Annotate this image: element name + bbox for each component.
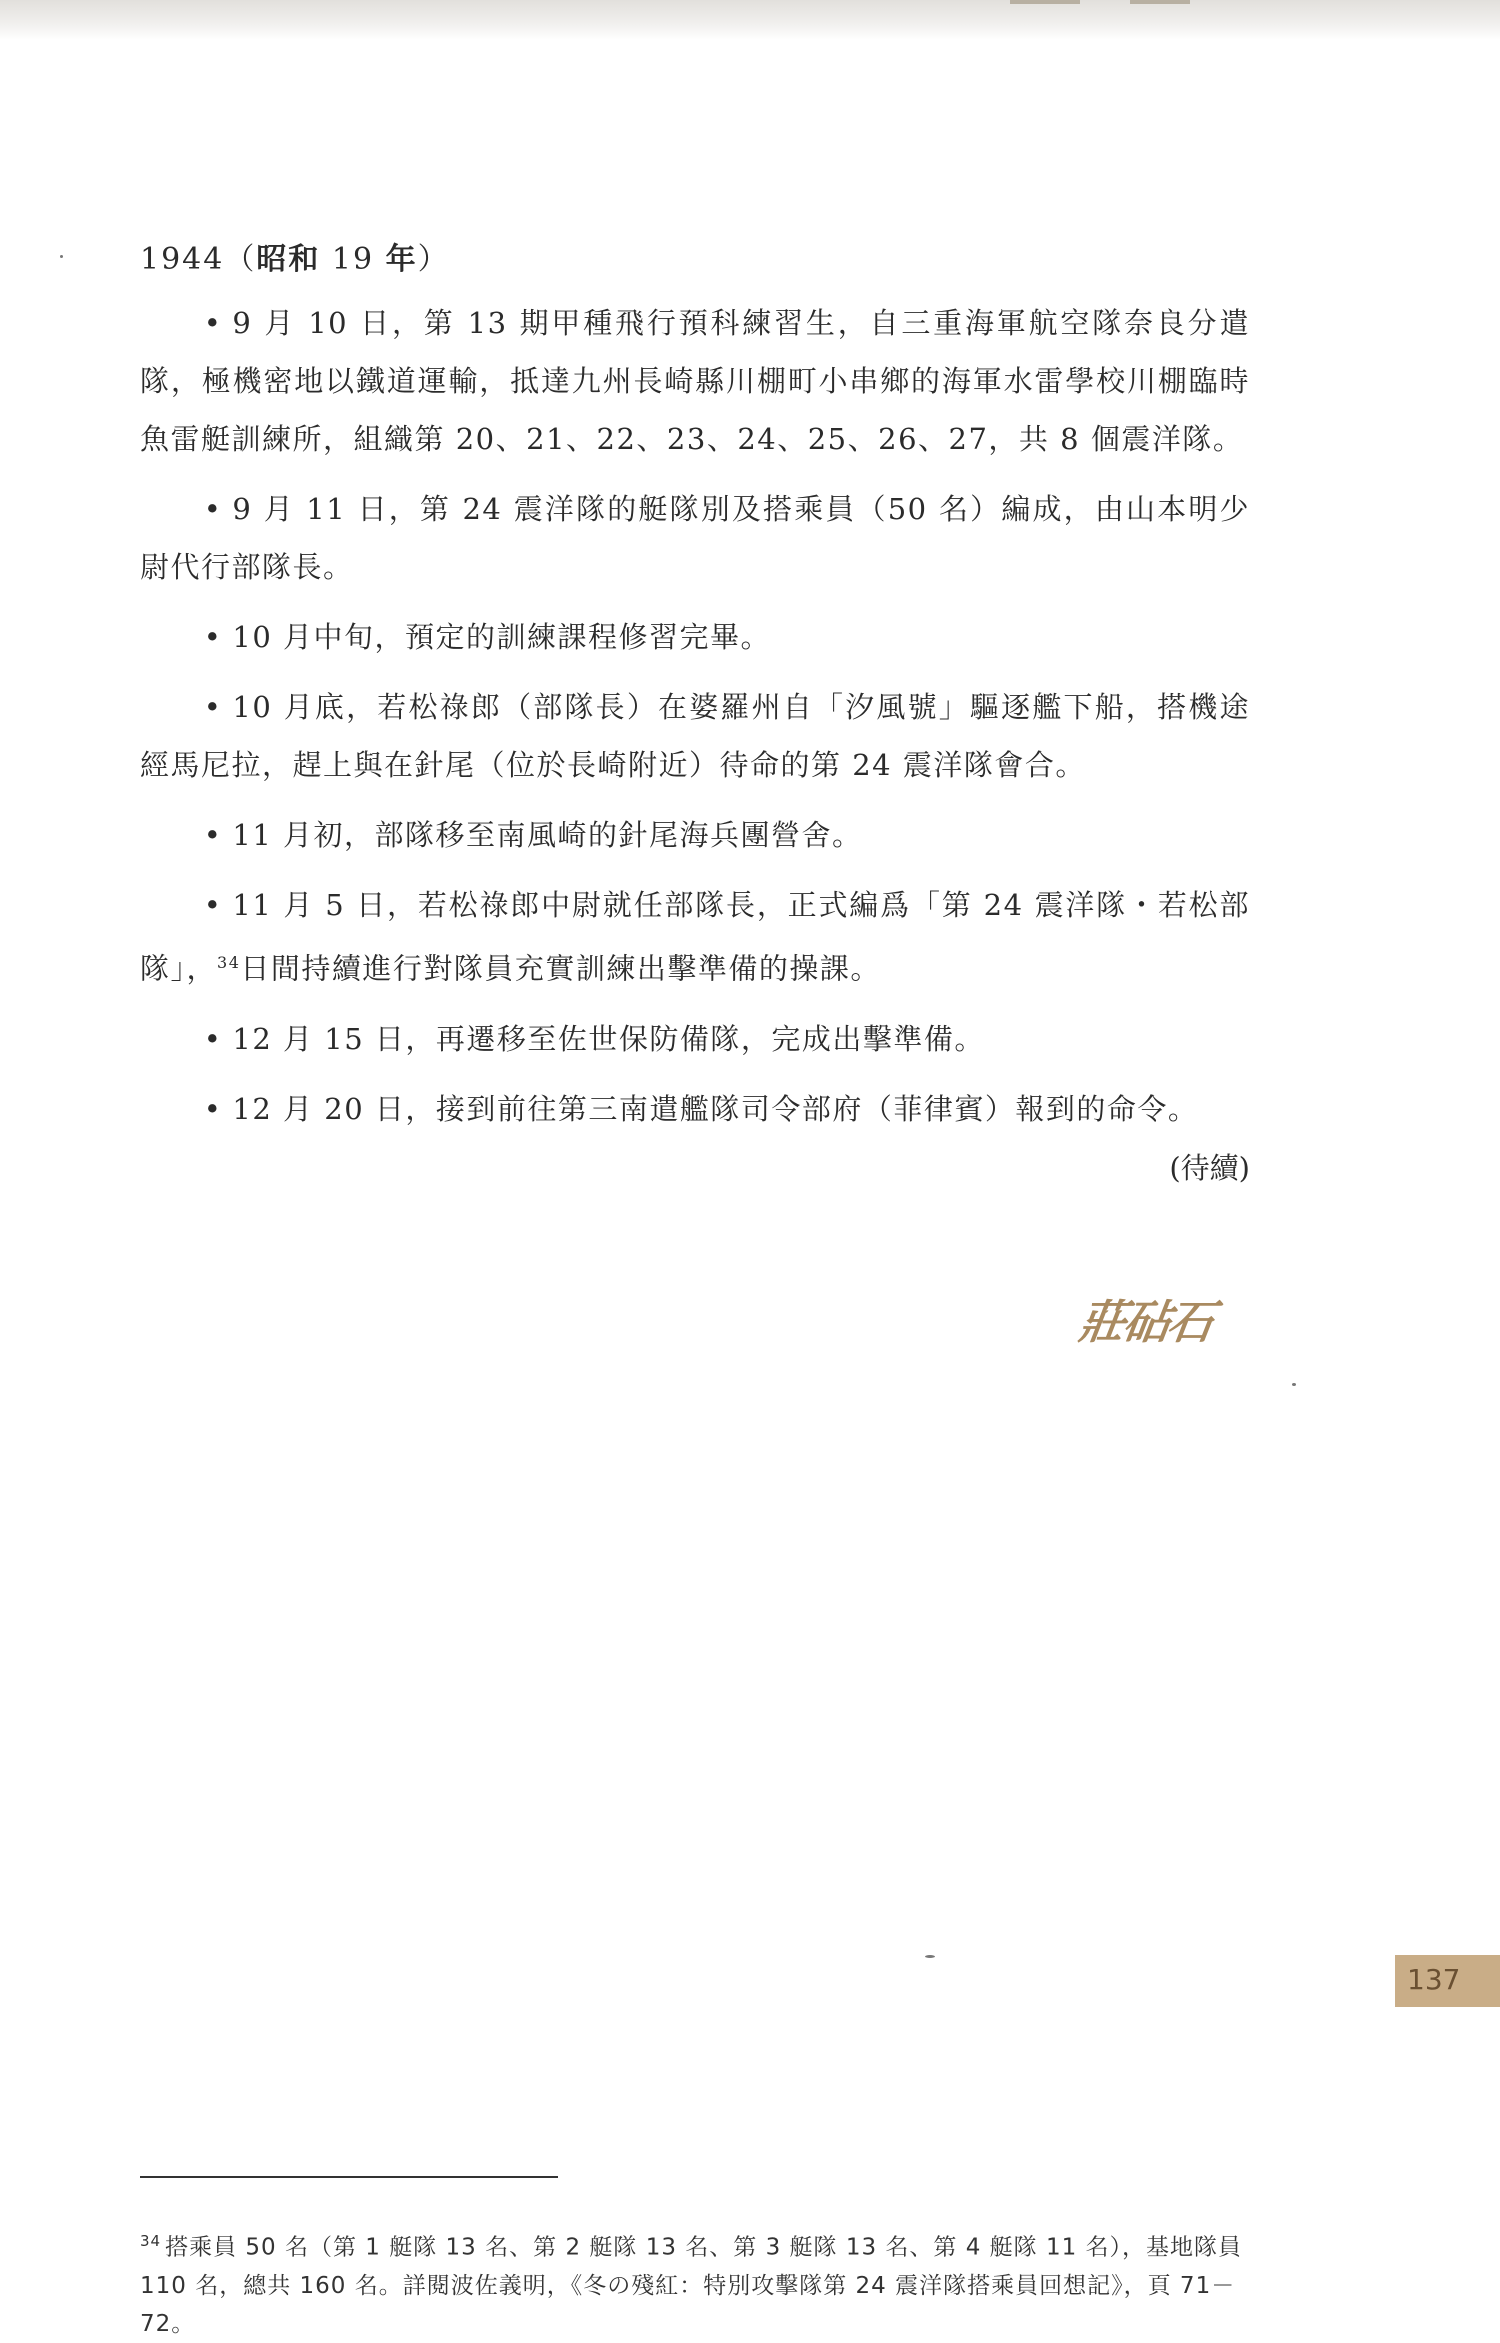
footnote-reference: 34 [217,953,241,972]
bullet-icon: • [203,690,223,724]
bullet-icon: • [203,1091,223,1126]
heading-year: 1944 [140,242,225,277]
timeline-entry [140,1080,1250,1138]
heading-era-number: 19 [320,242,386,277]
bullet-icon: • [203,620,223,654]
footnote-divider [140,2176,558,2178]
scan-mark [1130,0,1190,4]
footnote-number: 34 [140,2232,162,2250]
bullet-icon: • [203,1021,223,1056]
timeline-entry [140,480,1250,596]
scan-top-strip [0,0,1500,40]
bullet-icon: • [203,888,223,922]
bullet-icon: • [203,492,223,526]
timeline-entry [140,608,1250,666]
bullet-icon: • [203,818,223,852]
main-text [140,230,1250,1150]
heading-era-open: （ [224,242,257,277]
heading-era-year: 年 [385,242,418,277]
page-number-tab [1395,1955,1500,2007]
entry-text: 9 月 11 日，第 24 震洋隊的艇隊別及搭乘員（50 名）編成，由山本明少尉代行部隊長。 [140,492,1250,584]
page-number: 137 [1407,1963,1461,1996]
entry-text: 9 月 10 日，第 13 期甲種飛行預科練習生，自三重海軍航空隊奈良分遣隊，極機密地以鐵道運輸，抵達九州長崎縣川棚町小串鄉的海軍水雷學校川棚臨時魚雷艇訓練所，組織第 20、21、22、23、24、25、26、27，共 8 個震洋隊。 [140,306,1250,456]
timeline-entry [140,876,1250,998]
bullet-icon: • [203,306,223,340]
timeline-entry [140,678,1250,794]
timeline-entry [140,294,1250,468]
heading-era-close: ） [417,242,450,277]
heading-era: 昭和 [256,242,321,277]
scan-mark [1010,0,1080,4]
entry-text: 10 月中旬，預定的訓練課程修習完畢。 [232,620,772,654]
entry-text: 10 月底，若松祿郎（部隊長）在婆羅州自「汐風號」驅逐艦下船，搭機途經馬尼拉，趕上與在針尾（位於長崎附近）待命的第 24 震洋隊會合。 [140,690,1250,782]
footnote-text: 搭乘員 50 名（第 1 艇隊 13 名、第 2 艇隊 13 名、第 3 艇隊 13 名、第 4 艇隊 11 名），基地隊員 110 名，總共 160 名。詳閱波佐義明，《冬の殘紅：特別攻擊隊第 24 震洋隊搭乘員回想記》，頁 71－72。 [140,2234,1243,2337]
entry-text: 11 月 5 日，若松祿郎中尉就任部隊長，正式編爲「第 24 震洋隊・若松部隊」， [140,888,1250,986]
entry-text: 日間持續進行對隊員充實訓練出擊準備的操課。 [240,951,881,986]
entry-text: 11 月初，部隊移至南風崎的針尾海兵團營舍。 [232,818,863,852]
scan-speck [925,1955,935,1958]
entry-text: 12 月 20 日，接到前往第三南遣艦隊司令部府（菲律賓）報到的命令。 [232,1091,1199,1126]
scan-speck [60,255,63,258]
timeline-entry [140,1010,1250,1068]
to-be-continued: (待續) [1169,1151,1250,1185]
author-signature: 莊砧石 [1075,1295,1216,1349]
footnote [140,2222,1260,2343]
section-heading [140,230,1250,290]
timeline-entry [140,806,1250,864]
scan-speck [1292,1383,1296,1386]
entry-text: 12 月 15 日，再遷移至佐世保防備隊，完成出擊準備。 [232,1021,985,1056]
